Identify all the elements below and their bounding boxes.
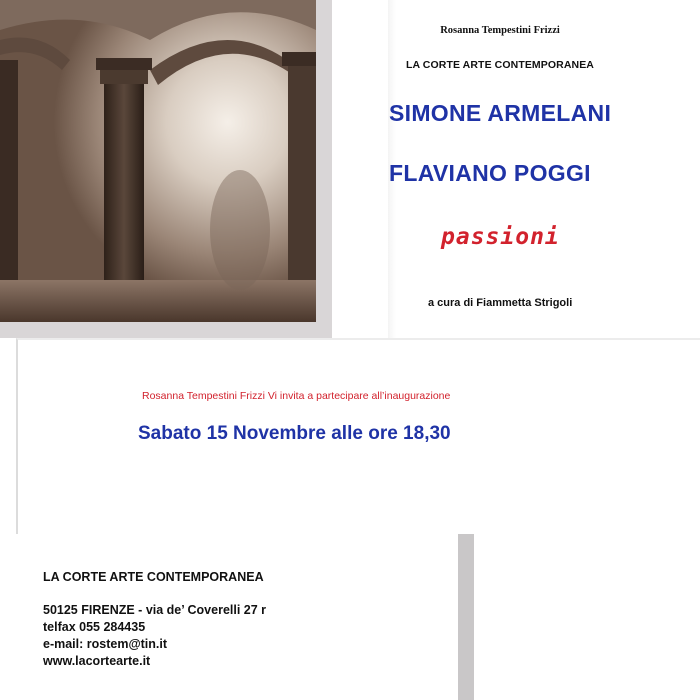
exhibition-title: passioni bbox=[441, 224, 560, 250]
opening-date: Sabato 15 Novembre alle ore 18,30 bbox=[138, 423, 451, 444]
street-address: 50125 FIRENZE - via de’ Coverelli 27 r bbox=[43, 603, 267, 617]
artist-name-1: SIMONE ARMELANI bbox=[389, 100, 612, 126]
cloister-photo-art bbox=[0, 0, 316, 322]
address-card-inner bbox=[0, 534, 458, 700]
phone-number: telfax 055 284435 bbox=[43, 620, 146, 634]
cloister-photo bbox=[0, 0, 316, 322]
gallery-name: LA CORTE ARTE CONTEMPORANEA bbox=[43, 570, 264, 584]
curator-credit: a cura di Fiammetta Strigoli bbox=[428, 297, 573, 309]
invitation-text: Rosanna Tempestini Frizzi Vi invita a partecipare all’inaugurazione bbox=[142, 390, 451, 402]
email-address: e-mail: rostem@tin.it bbox=[43, 637, 168, 651]
photo-card bbox=[0, 0, 332, 338]
website: www.lacortearte.it bbox=[43, 654, 151, 668]
header-gallery: LA CORTE ARTE CONTEMPORANEA bbox=[405, 59, 594, 71]
header-author: Rosanna Tempestini Frizzi bbox=[440, 25, 560, 36]
address-card bbox=[0, 534, 474, 700]
artist-name-2: FLAVIANO POGGI bbox=[389, 160, 591, 186]
